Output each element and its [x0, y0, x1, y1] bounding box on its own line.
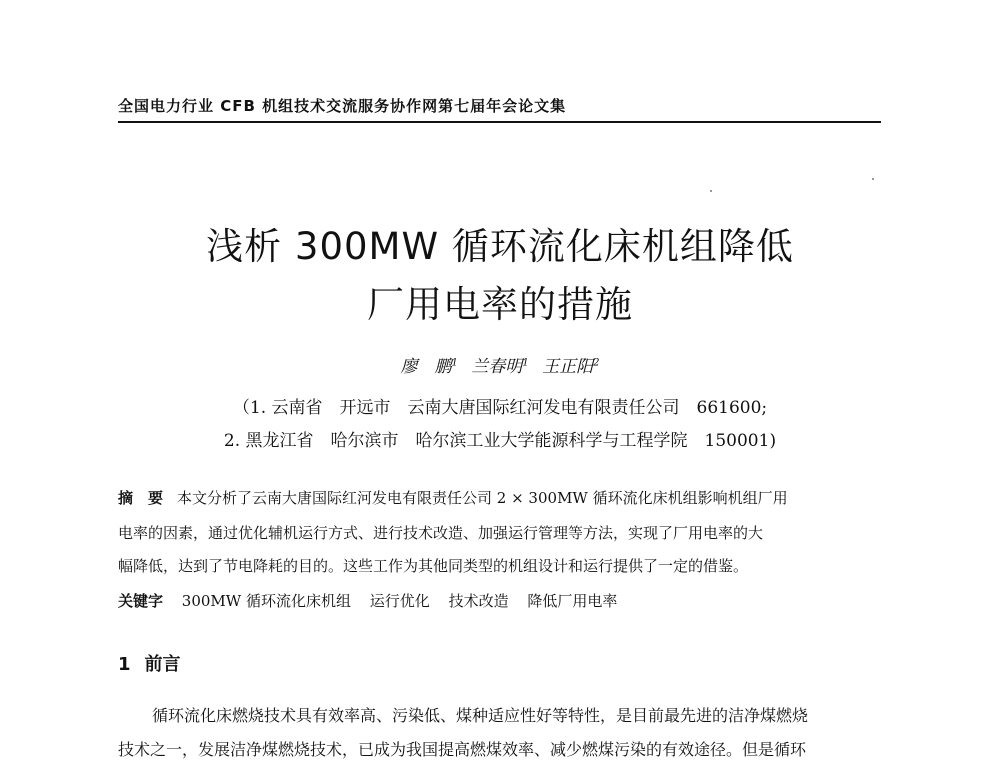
- keyword: 300MW 循环流化床机组: [181, 592, 351, 610]
- section-number: 1: [118, 654, 131, 675]
- section-title: 前言: [144, 654, 181, 675]
- author-2-affil: 1: [522, 357, 529, 369]
- keywords-label: 关键字: [118, 592, 164, 610]
- scan-speck: [872, 178, 874, 180]
- affiliation-2: 2. 黑龙江省 哈尔滨市 哈尔滨工业大学能源科学与工程学院 150001): [223, 431, 777, 451]
- abstract-line-3: 幅降低，达到了节电降耗的目的。这些工作为其他同类型的机组设计和运行提供了一定的借鉴。: [118, 557, 749, 575]
- abstract-line-1: [118, 487, 882, 508]
- abstract-line-2: 电率的因素，通过优化辅机运行方式、进行技术改造、加强运行管理等方法，实现了厂用电率的大: [118, 524, 764, 542]
- author-1: [401, 357, 458, 377]
- author-1-name: 廖 鹏: [400, 357, 452, 377]
- header-rule: [118, 121, 881, 123]
- title-line-1: 浅析 300MW 循环流化床机组降低: [206, 225, 794, 268]
- author-2-name: 兰春明: [471, 357, 523, 377]
- title-line-2: 厂用电率的措施: [367, 283, 633, 326]
- keyword: 技术改造: [448, 592, 509, 610]
- author-list: [0, 352, 1000, 377]
- body-line-2: 技术之一，发展洁净煤燃烧技术，已成为我国提高燃煤效率、减少燃煤污染的有效途径。但是循环: [118, 740, 807, 759]
- author-1-affil: 1: [451, 357, 458, 369]
- section-heading: [118, 650, 181, 676]
- author-3-affil: 2: [593, 357, 600, 369]
- abstract-text-1: 本文分析了云南大唐国际红河发电有限责任公司 2 × 300MW 循环流化床机组影响机组厂用: [177, 489, 788, 507]
- author-3-name: 王正阳: [542, 357, 594, 377]
- author-3: [542, 357, 599, 377]
- running-header: 全国电力行业 CFB 机组技术交流服务协作网第七届年会论文集: [118, 97, 567, 115]
- abstract-label: 摘 要: [118, 489, 164, 507]
- keywords-line: [118, 590, 882, 611]
- body-line-1: 循环流化床燃烧技术具有效率高、污染低、煤种适应性好等特性，是目前最先进的洁净煤燃烧: [152, 706, 809, 725]
- keyword: 降低厂用电率: [527, 592, 618, 610]
- keyword: 运行优化: [369, 592, 430, 610]
- scan-speck: [710, 190, 712, 192]
- author-2: [471, 357, 528, 377]
- affiliation-1: （1. 云南省 开远市 云南大唐国际红河发电有限责任公司 661600;: [232, 398, 768, 418]
